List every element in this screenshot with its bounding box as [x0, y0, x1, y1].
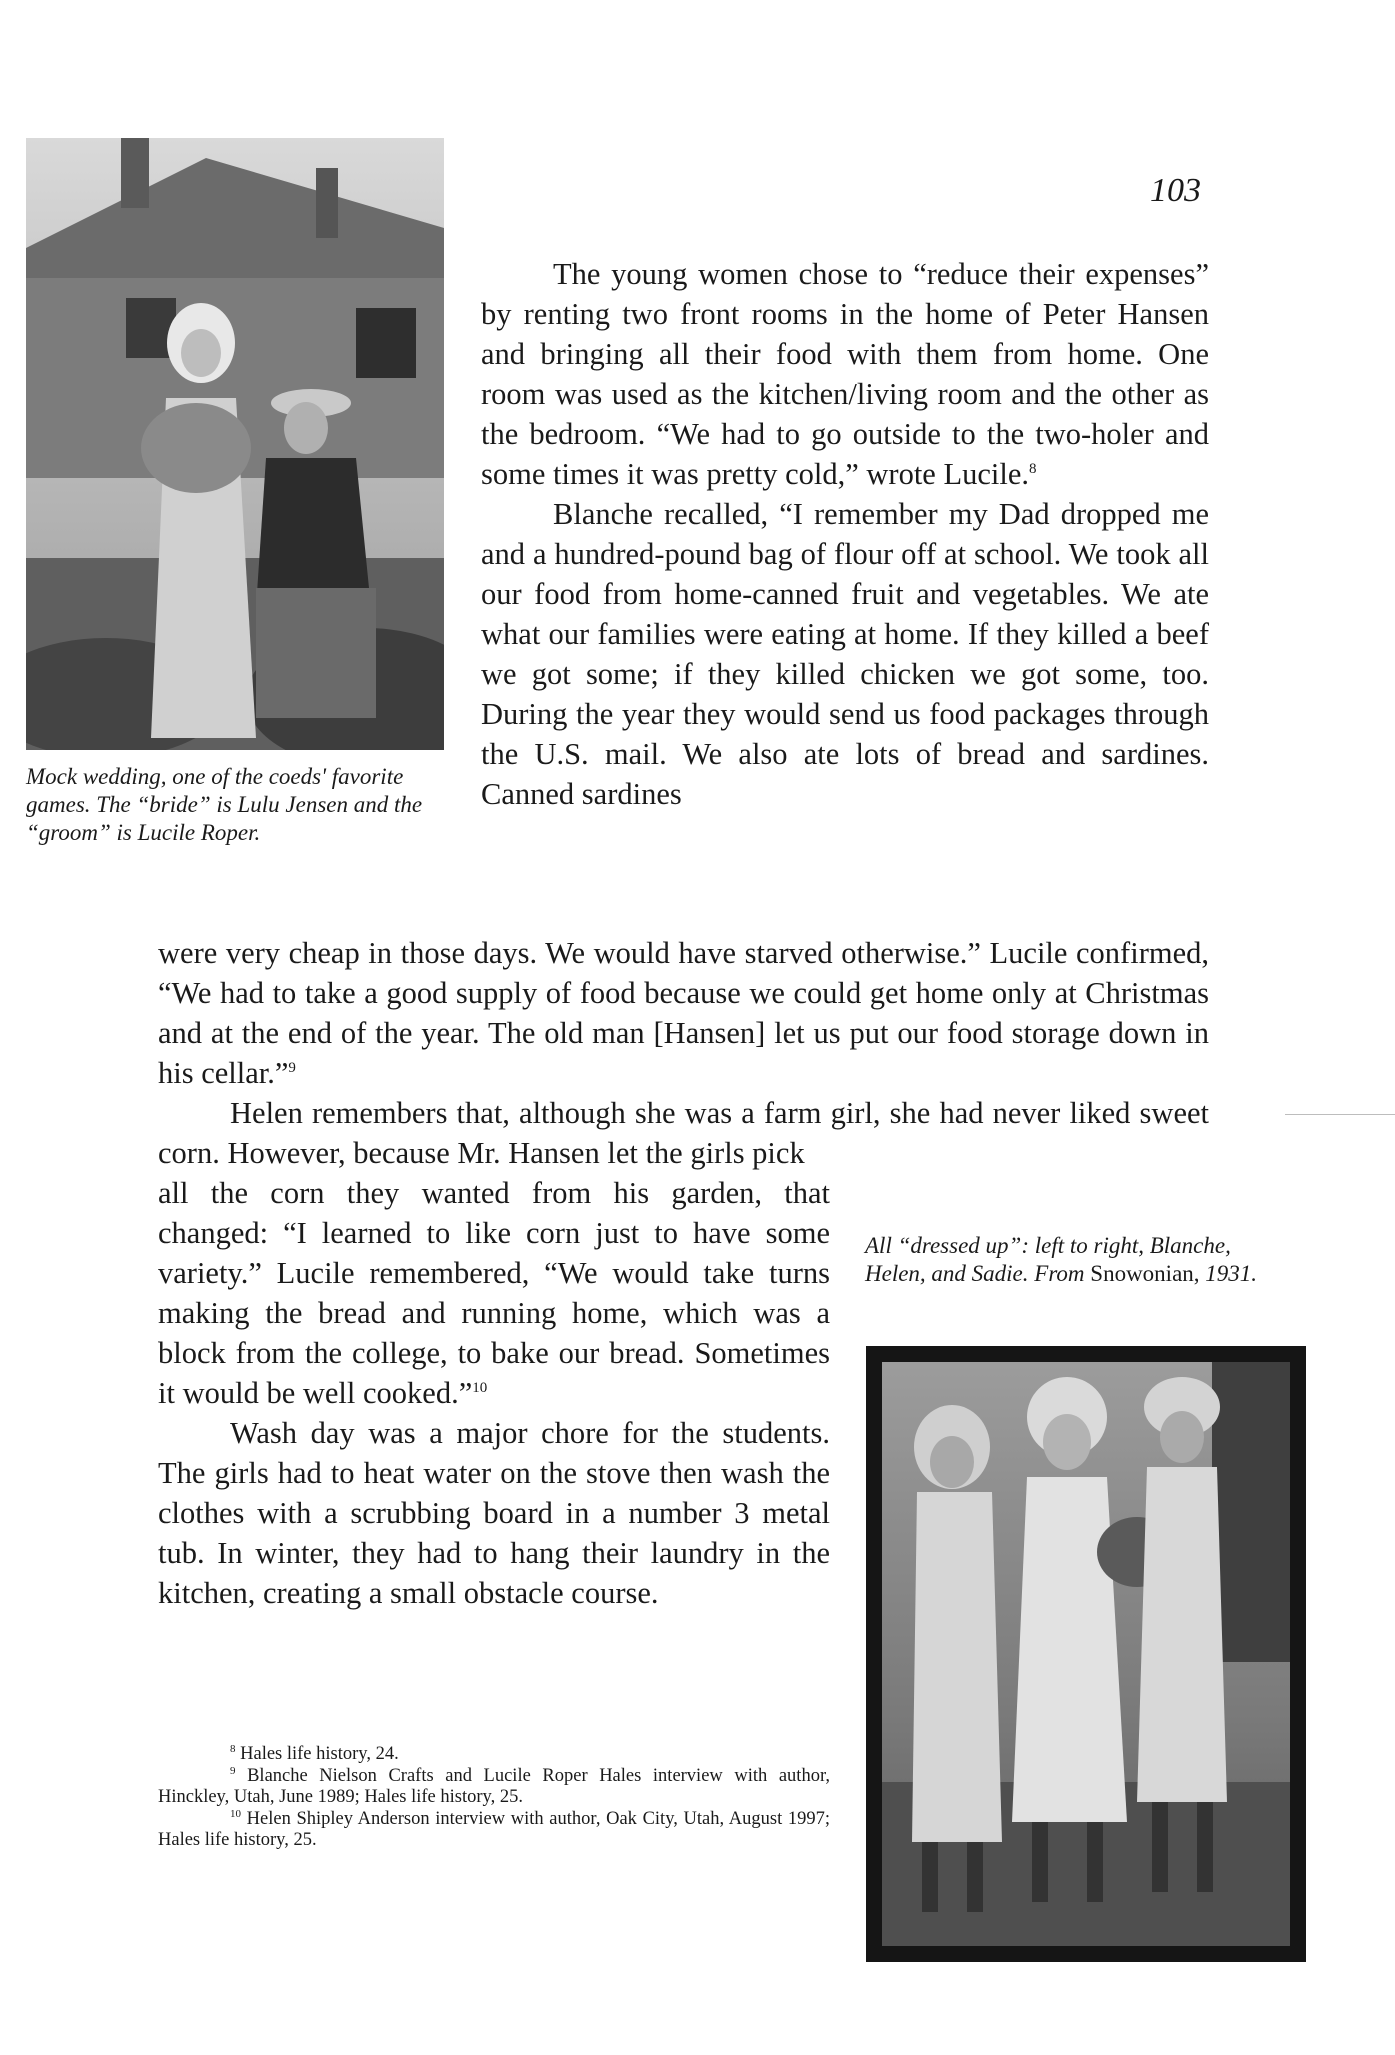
paragraph-blanche-continued: were very cheap in those days. We would have starved otherwise.” Lucile confirmed, “We had to take a good supply of food because we could get home only at Christmas and at the end of the year. The old man [Hansen] let us put our food storage down in his cellar.”$^9$: [158, 936, 1209, 1090]
page-number: 103: [1150, 172, 1201, 209]
paragraph-hansen-rooms: The young women chose to “reduce their expenses” by renting two front rooms in the home of Peter Hansen and bringing all their food with them from home. One room was used as the kitchen/living room and the other as the bedroom. “We had to go outside to the two-holer and some times it was pretty cold,” wrote Lucile.$^8$: [481, 257, 1209, 491]
paragraph-helen-corn: Helen remembers that, although she was a farm girl, she had never liked sweet corn. However, because Mr. Hansen let the girls pick: [158, 1096, 1209, 1170]
footnote-ref-10: 10: [472, 1379, 488, 1396]
dressed-up-photo: [866, 1346, 1306, 1962]
footnotes: [158, 1744, 830, 1852]
paragraph-wash-day: Wash day was a major chore for the students. The girls had to heat water on the stove then wash the clothes with a scrubbing board in a number 3 metal tub. In winter, they had to hang their laundry in the kitchen, creating a small obstacle course.: [158, 1416, 830, 1610]
footnote-ref-8: 8: [1029, 460, 1037, 477]
footnote-10: $^{10}$ Helen Shipley Anderson interview with author, Oak City, Utah, August 1997; Hales life history, 25.: [158, 1807, 830, 1850]
footnote-8: $^8$ Hales life history, 24.: [230, 1742, 399, 1764]
mock-wedding-caption: Mock wedding, one of the coeds' favorite games. The “bride” is Lulu Jensen and the “groom” is Lucile Roper.: [26, 764, 423, 845]
margin-rule: [1285, 1114, 1395, 1115]
footnote-9: $^9$ Blanche Nielson Crafts and Lucile Roper Hales interview with author, Hinckley, Utah, June 1989; Hales life history, 25.: [158, 1764, 830, 1807]
paragraph-blanche-recalled: Blanche recalled, “I remember my Dad dropped me and a hundred-pound bag of flour off at school. We took all our food from home-canned fruit and vegetables. We ate what our families were eating at home. If they killed a beef we got some; if they killed chicken we got some, too. During the year they would send us food packages through the U.S. mail. We also ate lots of bread and sardines. Canned sardines: [481, 497, 1209, 811]
paragraph-helen-continued: all the corn they wanted from his garden, that changed: “I learned to like corn just to have some variety.” Lucile remembered, “We would take turns making the bread and running home, which was a block from the college, to bake our bread. Sometimes it would be well cooked.”$^{10}$: [158, 1176, 830, 1410]
body-text-block-3: [158, 1173, 830, 1613]
body-text-block-1: [481, 254, 1209, 814]
mock-wedding-photo: [26, 138, 444, 750]
body-text-block-2: [158, 933, 1209, 1173]
dressed-up-caption: All “dressed up”: left to right, Blanche, Helen, and Sadie. From Snowonian, 1931.: [865, 1233, 1258, 1286]
footnote-ref-9: 9: [288, 1059, 296, 1076]
